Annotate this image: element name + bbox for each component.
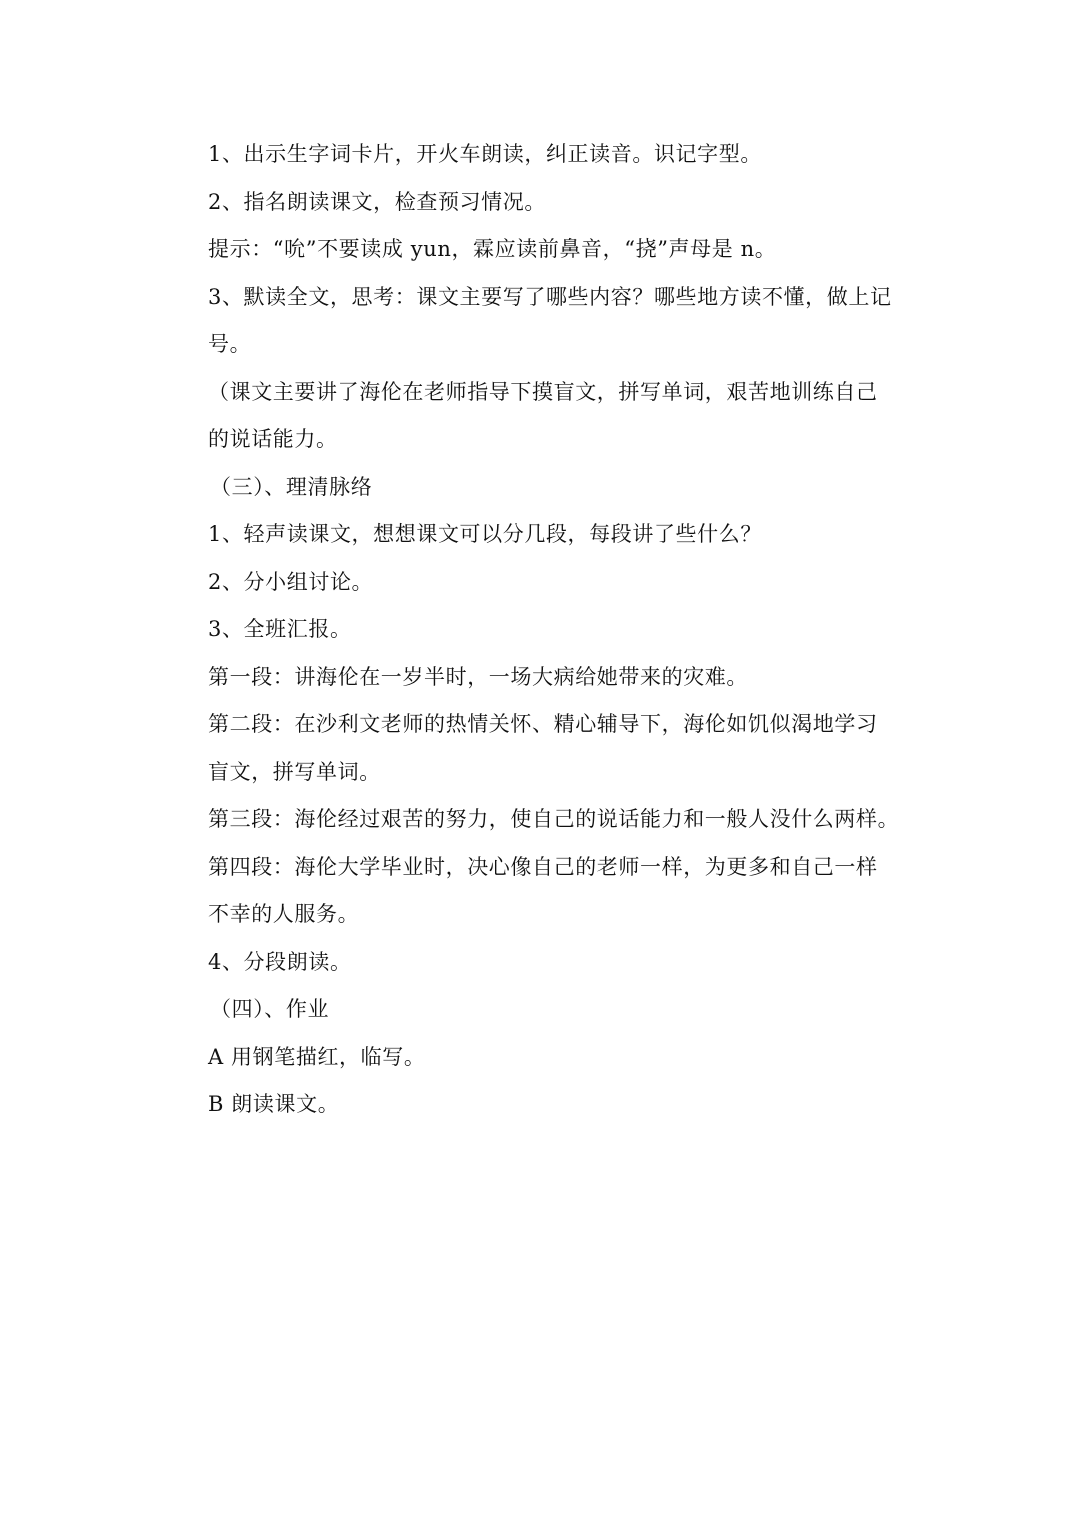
summary-line: （课文主要讲了海伦在老师指导下摸盲文，拼写单词，艰苦地训练自己 <box>208 379 878 404</box>
section-heading-4: （四）、作业 <box>210 997 330 1021</box>
paragraph-2-summary: 第二段：在沙利文老师的热情关怀、精心辅导下，海伦如饥似渴地学习 <box>208 712 878 736</box>
step-3-line: 3、默读全文，思考：课文主要写了哪些内容？哪些地方读不懂，做上记 <box>208 284 892 309</box>
step-3-line-continued: 号。 <box>208 332 252 356</box>
section-3-step-1: 1、轻声读课文，想想课文可以分几段，每段讲了些什么？ <box>208 522 762 546</box>
hint-line: 提示：“吮”不要读成 yun，霖应读前鼻音，“挠”声母是 n。 <box>208 237 777 261</box>
paragraph-4-summary-continued: 不幸的人服务。 <box>208 902 360 926</box>
step-2-line: 2、指名朗读课文，检查预习情况。 <box>208 189 546 214</box>
paragraph-2-summary-continued: 盲文，拼写单词。 <box>208 759 381 784</box>
summary-line-continued: 的说话能力。 <box>208 427 338 451</box>
paragraph-1-summary: 第一段：讲海伦在一岁半时，一场大病给她带来的灾难。 <box>208 664 748 689</box>
section-3-step-4: 4、分段朗读。 <box>208 949 352 974</box>
paragraph-3-summary: 第三段：海伦经过艰苦的努力，使自己的说话能力和一般人没什么两样。 <box>208 807 900 831</box>
homework-a: A 用钢笔描红，临写。 <box>208 1044 426 1069</box>
section-3-step-2: 2、分小组讨论。 <box>208 569 374 594</box>
section-3-step-3: 3、全班汇报。 <box>208 617 352 641</box>
paragraph-4-summary: 第四段：海伦大学毕业时，决心像自己的老师一样，为更多和自己一样 <box>208 854 878 879</box>
step-1-line: 1、出示生字词卡片，开火车朗读，纠正读音。识记字型。 <box>208 142 762 166</box>
document-body <box>208 131 898 1129</box>
section-heading-3: （三）、理清脉络 <box>210 474 373 499</box>
homework-b: B 朗读课文。 <box>208 1092 340 1116</box>
